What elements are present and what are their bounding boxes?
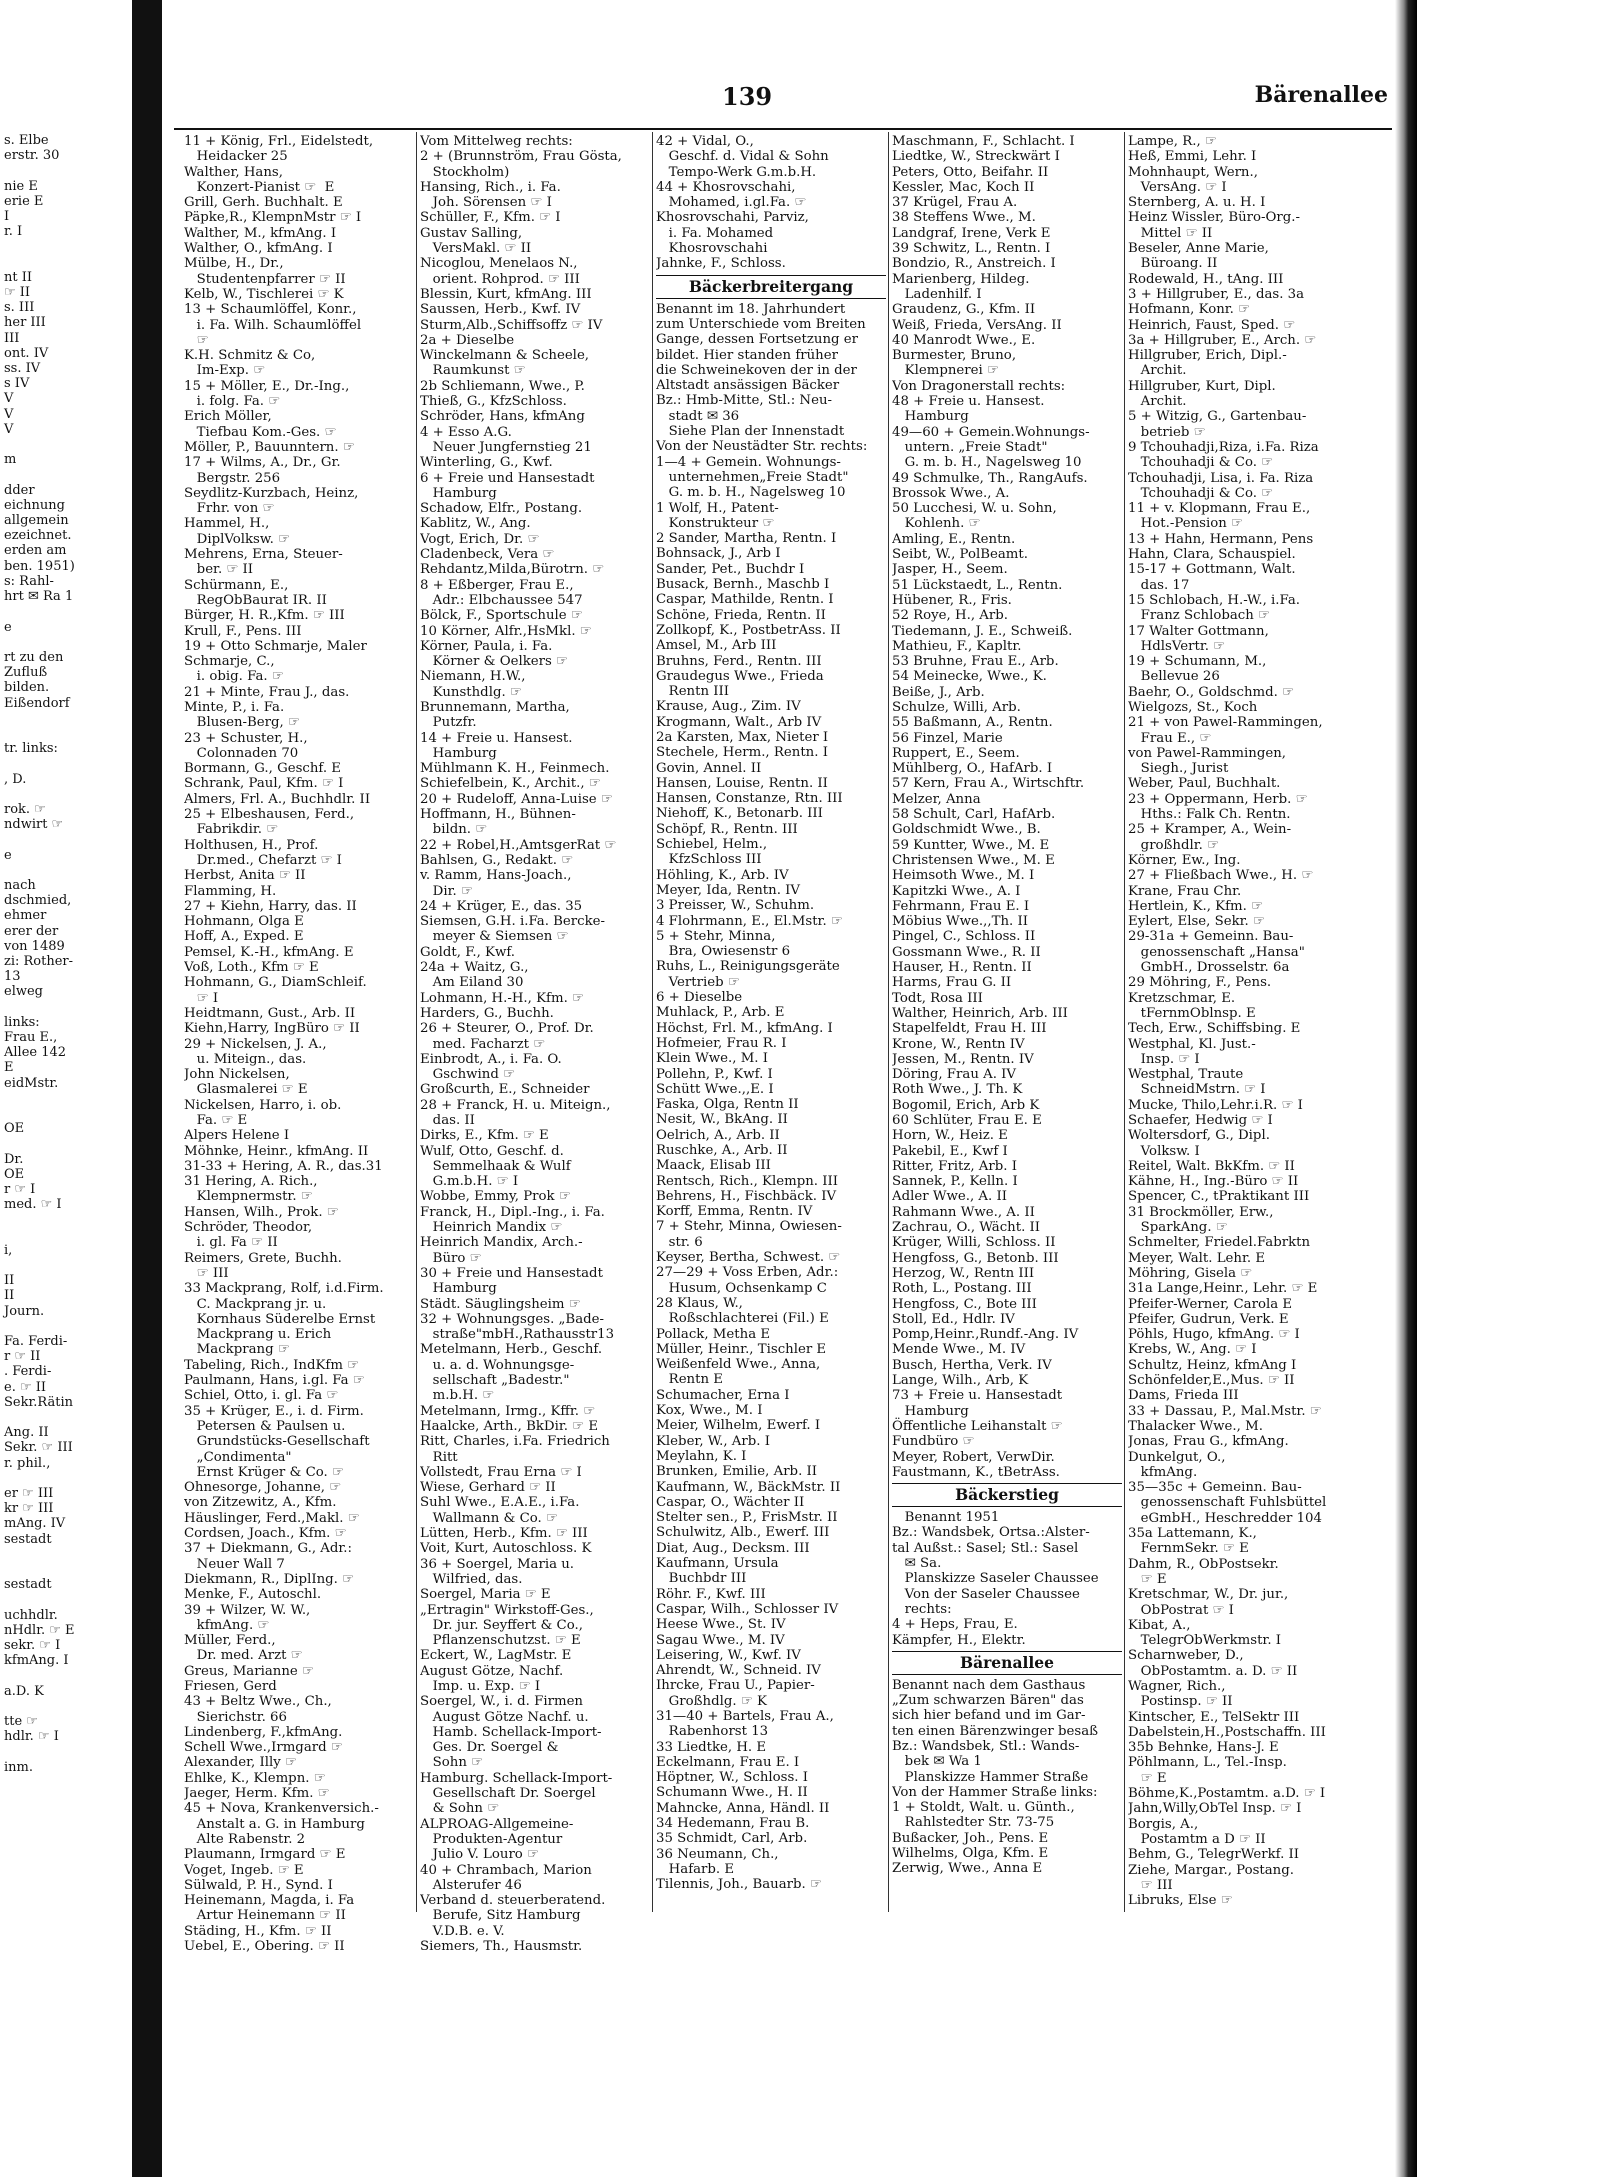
street-heading: Bäckerstieg xyxy=(892,1483,1122,1507)
directory-page xyxy=(162,0,1412,2177)
page-edge-shadow xyxy=(1395,0,1417,2177)
book-gutter xyxy=(132,0,162,2177)
page-header xyxy=(162,82,1412,112)
header-rule xyxy=(174,128,1392,130)
column-1: 11 + König, Frl., Eidelstedt, Heidacker 25 Walther, Hans, Konzert-Pianist ☞ E Grill, Gerh. Buchhalt. E Päpke,R., KlempnMstr ☞ I Walther, M., kfmAng. I Walther, O., kfmAng. I Mülbe, H., Dr., Studentenpfarrer ☞ II Kelb, W., Tischlerei ☞ K 13 + Schaumlöffel, Konr., i. Fa. Wilh. Schaumlöffel ☞ K.H. Schmitz & Co, Im-Exp. ☞ 15 + Möller, E., Dr.-Ing., i. folg. Fa. ☞ Erich Möller, Tiefbau Kom.-Ges. ☞ Möller, P., Bauunntern. ☞ 17 + Wilms, A., Dr., Gr. Bergstr. 256 Seydlitz-Kurzbach, Heinz, Frhr. von ☞ Hammel, H., DiplVolksw. ☞ Mehrens, Erna, Steuer- ber. ☞ II Schürmann, E., RegObBaurat IR. II Bürger, H. R.,Kfm. ☞ III Krull, F., Pens. III 19 + Otto Schmarje, Maler Schmarje, C., i. obig. Fa. ☞ 21 + Minte, Frau J., das. Minte, P., i. Fa. Blusen-Berg, ☞ 23 + Schuster, H., Colonnaden 70 Bormann, G., Geschf. E Schrank, Paul, Kfm. ☞ I Almers, Frl. A., Buchhdlr. II 25 + Elbeshausen, Ferd., Fabrikdir. ☞ Holthusen, H., Prof. Dr.med., Chefarzt ☞ I Herbst, Anita ☞ II Flamming, H. 27 + Kiehn, Harry, das. II Hohmann, Olga E Hoff, A., Exped. E Pemsel, K.-H., kfmAng. E Voß, Loth., Kfm ☞ E Hohmann, G., DiamSchleif. ☞ I Heidtmann, Gust., Arb. II Kiehn,Harry, IngBüro ☞ II 29 + Nickelsen, J. A., u. Miteign., das. John Nickelsen, Glasmalerei ☞ E Nickelsen, Harro, i. ob. Fa. ☞ E Alpers Helene I Möhnke, Heinr., kfmAng. II 31-33 + Hering, A. R., das.31 31 Hering, A. Rich., Klempnermstr. ☞ Hansen, Wilh., Prok. ☞ Schröder, Theodor, i. gl. Fa ☞ II Reimers, Grete, Buchh. ☞ III 33 Mackprang, Rolf, i.d.Firm. C. Mackprang jr. u. Kornhaus Süderelbe Ernst Mackprang u. Erich Mackprang ☞ Tabeling, Rich., IndKfm ☞ Paulmann, Hans, i.gl. Fa ☞ Schiel, Otto, i. gl. Fa ☞ 35 + Krüger, E., i. d. Firm. Petersen & Paulsen u. Grundstücks-Gesellschaft „Condimenta" Ernst Krüger & Co. ☞ Ohnesorge, Johanne, ☞ von Zitzewitz, A., Kfm. Häuslinger, Ferd.,Makl. ☞ Cordsen, Joach., Kfm. ☞ 37 + Diekmann, G., Adr.: Neuer Wall 7 Diekmann, R., DiplIng. ☞ Menke, F., Autoschl. 39 + Wilzer, W. W., kfmAng. ☞ Müller, Ferd., Dr. med. Arzt ☞ Greus, Marianne ☞ Friesen, Gerd 43 + Beltz Wwe., Ch., Sierichstr. 66 Lindenberg, F.,kfmAng. Schell Wwe.,Irmgard ☞ Alexander, Illy ☞ Ehlke, K., Klempn. ☞ Jaeger, Herm. Kfm. ☞ 45 + Nova, Krankenversich.- Anstalt a. G. in Hamburg Alte Rabenstr. 2 Plaumann, Irmgard ☞ E Voget, Ingeb. ☞ E Sülwald, P. H., Synd. I Heinemann, Magda, i. Fa Artur Heinemann ☞ II Städing, H., Kfm. ☞ II Uebel, E., Obering. ☞ II xyxy=(184,134,384,1955)
column-divider xyxy=(888,132,889,1912)
previous-page-strip xyxy=(0,0,133,2177)
street-heading: Bärenallee xyxy=(892,1651,1122,1675)
column-5: Lampe, R., ☞ Heß, Emmi, Lehr. I Mohnhaupt, Wern., VersAng. ☞ I Sternberg, A. u. H. I Heinz Wissler, Büro-Org.- Mittel ☞ II Beseler, Anne Marie, Büroang. II Rodewald, H., tAng. III 3 + Hillgruber, E., das. 3a Hofmann, Konr. ☞ Heinrich, Faust, Sped. ☞ 3a + Hillgruber, E., Arch. ☞ Hillgruber, Erich, Dipl.- Archit. Hillgruber, Kurt, Dipl. Archit. 5 + Witzig, G., Gartenbau- betrieb ☞ 9 Tchouhadji,Riza, i.Fa. Riza Tchouhadji & Co. ☞ Tchouhadji, Lisa, i. Fa. Riza Tchouhadji & Co. ☞ 11 + v. Klopmann, Frau E., Hot.-Pension ☞ 13 + Hahn, Hermann, Pens Hahn, Clara, Schauspiel. 15-17 + Gottmann, Walt. das. 17 15 Schlobach, H.-W., i.Fa. Franz Schlobach ☞ 17 Walter Gottmann, HdlsVertr. ☞ 19 + Schumann, M., Bellevue 26 Baehr, O., Goldschmd. ☞ Wielgozs, St., Koch 21 + von Pawel-Rammingen, Frau E., ☞ von Pawel-Rammingen, Siegh., Jurist Weber, Paul, Buchhalt. 23 + Oppermann, Herb. ☞ Hths.: Falk Ch. Rentn. 25 + Kramper, A., Wein- großhdlr. ☞ Körner, Ew., Ing. 27 + Fließbach Wwe., H. ☞ Krane, Frau Chr. Hertlein, K., Kfm. ☞ Eylert, Else, Sekr. ☞ 29-31a + Gemeinn. Bau- genossenschaft „Hansa" GmbH., Drosselstr. 6a 29 Möhring, F., Pens. Kretzschmar, E. tFernmOblnsp. E Tech, Erw., Schiffsbing. E Westphal, Kl. Just.- Insp. ☞ I Westphal, Traute SchneidMstrn. ☞ I Mucke, Thilo,Lehr.i.R. ☞ I Schaefer, Hedwig ☞ I Woltersdorf, G., Dipl. Volksw. I Reitel, Walt. BkKfm. ☞ II Kähne, H., Ing.-Büro ☞ II Spencer, C., tPraktikant III 31 Brockmöller, Erw., SparkAng. ☞ Schmelter, Friedel.Fabrktn Meyer, Walt. Lehr. E Möhring, Gisela ☞ 31a Lange,Heinr., Lehr. ☞ E Pfeifer-Werner, Carola E Pfeifer, Gudrun, Verk. E Pöhls, Hugo, kfmAng. ☞ I Krebs, W., Ang. ☞ I Schultz, Heinz, kfmAng I Schönfelder,E.,Mus. ☞ II Dams, Frieda III 33 + Dassau, P., Mal.Mstr. ☞ Thalacker Wwe., M. Jonas, Frau G., kfmAng. Dunkelgut, O., kfmAng. 35—35c + Gemeinn. Bau- genossenschaft Fuhlsbüttel eGmbH., Heschredder 104 35a Lattemann, K., FernmSekr. ☞ E Dahm, R., ObPostsekr. ☞ E Kretschmar, W., Dr. jur., ObPostrat ☞ I Kibat, A., TelegrObWerkmstr. I Scharnweber, D., ObPostamtm. a. D. ☞ II Wagner, Rich., Postinsp. ☞ II Kintscher, E., TelSektr III Dabelstein,H.,Postschaffn. III 35b Behnke, Hans-J. E Pöhlmann, L., Tel.-Insp. ☞ E Böhme,K.,Postamtm. a.D. ☞ I Jahn,Willy,ObTel Insp. ☞ I Borgis, A., Postamtm a D ☞ II Behm, G., TelegrWerkf. II Ziehe, Margar., Postang. ☞ III Libruks, Else ☞ xyxy=(1128,134,1327,1909)
column-4: Maschmann, F., Schlacht. I Liedtke, W., Streckwärt I Peters, Otto, Beifahr. II Kessler, Mac, Koch II 37 Krügel, Frau A. 38 Steffens Wwe., M. Landgraf, Irene, Verk E 39 Schwitz, L., Rentn. I Bondzio, R., Anstreich. I Marienberg, Hildeg. Ladenhilf. I Graudenz, G., Kfm. II Weiß, Frieda, VersAng. II 40 Manrodt Wwe., E. Burmester, Bruno, Klempnerei ☞ Von Dragonerstall rechts: 48 + Freie u. Hansest. Hamburg 49—60 + Gemein.Wohnungs- untern. „Freie Stadt" G. m. b. H., Nagelsweg 10 49 Schmulke, Th., RangAufs. Brossok Wwe., A. 50 Lucchesi, W. u. Sohn, Kohlenh. ☞ Amling, E., Rentn. Seibt, W., PolBeamt. Jasper, H., Seem. 51 Lückstaedt, L., Rentn. Hübener, R., Fris. 52 Roye, H., Arb. Tiedemann, J. E., Schweiß. Mathieu, F., Kapltr. 53 Bruhne, Frau E., Arb. 54 Meinecke, Wwe., K. Beiße, J., Arb. Schulze, Willi, Arb. 55 Baßmann, A., Rentn. 56 Finzel, Marie Ruppert, E., Seem. Mühlberg, O., HafArb. I 57 Kern, Frau A., Wirtschftr. Melzer, Anna 58 Schult, Carl, HafArb. Goldschmidt Wwe., B. 59 Kuntter, Wwe., M. E Christensen Wwe., M. E Heimsoth Wwe., M. I Kapitzki Wwe., A. I Fehrmann, Frau E. I Möbius Wwe.,,Th. II Pingel, C., Schloss. II Gossmann Wwe., R. II Hauser, H., Rentn. II Harms, Frau G. II Todt, Rosa III Walther, Heinrich, Arb. III Stapelfeldt, Frau H. III Krone, W., Rentn IV Jessen, M., Rentn. IV Döring, Frau A. IV Roth Wwe., J. Th. K Bogomil, Erich, Arb K 60 Schlüter, Frau E. E Horn, W., Heiz. E Pakebil, E., Kwf I Ritter, Fritz, Arb. I Sannek, P., Kelln. I Adler Wwe., A. II Rahmann Wwe., A. II Zachrau, O., Wächt. II Krüger, Willi, Schloss. II Hengfoss, G., Betonb. III Herzog, W., Rentn III Roth, L., Postang. III Hengfoss, C., Bote III Stoll, Ed., Hdlr. IV Pomp,Heinr.,Rundf.-Ang. IV Mende Wwe., M. IV Busch, Hertha, Verk. IV Lange, Wilh., Arb, K 73 + Freie u. Hansestadt Hamburg Öffentliche Leihanstalt ☞ Fundbüro ☞ Meyer, Robert, VerwDir. Faustmann, K., tBetrAss. Bäckerstieg Benannt 1951 Bz.: Wandsbek, Ortsa.:Alster- tal Außst.: Sasel; Stl.: Sasel ✉ Sa. Planskizze Saseler Chaussee Von der Saseler Chaussee rechts: 4 + Heps, Frau, E. Kämpfer, H., Elektr. Bärenallee Benannt nach dem Gasthaus „Zum schwarzen Bären" das sich hier befand und im Gar- ten einen Bärenzwinger besaß Bz.: Wandsbek, Stl.: Wands- bek ✉ Wa 1 Planskizze Hammer Straße Von der Hammer Straße links: 1 + Stoldt, Walt. u. Günth., Rahlstedter Str. 73-75 Bußacker, Joh., Pens. E Wilhelms, Olga, Kfm. E Zerwig, Wwe., Anna E xyxy=(892,134,1122,1877)
page-number: 139 xyxy=(722,82,773,111)
column-divider xyxy=(652,132,653,1912)
street-heading: Bäckerbreitergang xyxy=(656,275,886,299)
column-2: Vom Mittelweg rechts: 2 + (Brunnström, Frau Gösta, Stockholm) Hansing, Rich., i. Fa. Joh. Sörensen ☞ I Schüller, F., Kfm. ☞ I Gustav Salling, VersMakl. ☞ II Nicoglou, Menelaos N., orient. Rohprod. ☞ III Blessin, Kurt, kfmAng. III Saussen, Herb., Kwf. IV Sturm,Alb.,Schiffsoffz ☞ IV 2a + Dieselbe Winckelmann & Scheele, Raumkunst ☞ 2b Schliemann, Wwe., P. Thieß, G., KfzSchloss. Schröder, Hans, kfmAng 4 + Esso A.G. Neuer Jungfernstieg 21 Winterling, G., Kwf. 6 + Freie und Hansestadt Hamburg Schadow, Elfr., Postang. Kablitz, W., Ang. Vogt, Erich, Dr. ☞ Cladenbeck, Vera ☞ Rehdantz,Milda,Bürotrn. ☞ 8 + Eßberger, Frau E., Adr.: Elbchaussee 547 Bölck, F., Sportschule ☞ 10 Körner, Alfr.,HsMkl. ☞ Körner, Paula, i. Fa. Körner & Oelkers ☞ Niemann, H.W., Kunsthdlg. ☞ Brunnemann, Martha, Putzfr. 14 + Freie u. Hansest. Hamburg Mühlmann K. H., Feinmech. Schiefelbein, K., Archit., ☞ 20 + Rudeloff, Anna-Luise ☞ Hoffmann, H., Bühnen- bildn. ☞ 22 + Robel,H.,AmtsgerRat ☞ Bahlsen, G., Redakt. ☞ v. Ramm, Hans-Joach., Dir. ☞ 24 + Krüger, E., das. 35 Siemsen, G.H. i.Fa. Bercke- meyer & Siemsen ☞ Goldt, F., Kwf. 24a + Waitz, G., Am Eiland 30 Lohmann, H.-H., Kfm. ☞ Harders, G., Buchh. 26 + Steurer, O., Prof. Dr. med. Facharzt ☞ Einbrodt, A., i. Fa. O. Gschwind ☞ Großcurth, E., Schneider 28 + Franck, H. u. Miteign., das. II Dirks, E., Kfm. ☞ E Wulf, Otto, Geschf. d. Semmelhaak & Wulf G.m.b.H. ☞ I Wobbe, Emmy, Prok ☞ Franck, H., Dipl.-Ing., i. Fa. Heinrich Mandix ☞ Heinrich Mandix, Arch.- Büro ☞ 30 + Freie und Hansestadt Hamburg Städt. Säuglingsheim ☞ 32 + Wohnungsges. „Bade- straße"mbH.,Rathausstr13 Metelmann, Herb., Geschf. u. a. d. Wohnungsge- sellschaft „Badestr." m.b.H. ☞ Metelmann, Irmg., Kffr. ☞ Haalcke, Arth., BkDir. ☞ E Ritt, Charles, i.Fa. Friedrich Ritt Vollstedt, Frau Erna ☞ I Wiese, Gerhard ☞ II Suhl Wwe., E.A.E., i.Fa. Wallmann & Co. ☞ Lütten, Herb., Kfm. ☞ III Voit, Kurt, Autoschloss. K 36 + Soergel, Maria u. Wilfried, das. Soergel, Maria ☞ E „Ertragin" Wirkstoff-Ges., Dr. jur. Seyffert & Co., Pflanzenschutzst. ☞ E Eckert, W., LagMstr. E August Götze, Nachf. Imp. u. Exp. ☞ I Soergel, W., i. d. Firmen August Götze Nachf. u. Hamb. Schellack-Import- Ges. Dr. Soergel & Sohn ☞ Hamburg. Schellack-Import- Gesellschaft Dr. Soergel & Sohn ☞ ALPROAG-Allgemeine- Produkten-Agentur Julio V. Louro ☞ 40 + Chrambach, Marion Alsterufer 46 Verband d. steuerberatend. Berufe, Sitz Hamburg V.D.B. e. V. Siemers, Th., Hausmstr. xyxy=(420,134,622,1955)
column-divider xyxy=(1124,132,1125,1912)
running-head: Bärenallee xyxy=(1254,82,1388,108)
previous-page-text: s. Elbe erstr. 30 nie E erie E I r. I nt II ☞ II s. III her III III ont. IV ss. IV s IV V V V m dder eichnung allgemein ezeichnet. erden am ben. 1951) s: Rahl- hrt ✉ Ra 1 e rt zu den Zufluß bilden. Eißendorf tr. links: , D. rok. ☞ ndwirt ☞ e nach dschmied, ehmer erer der von 1489 zi: Rother- 13 elweg links: Frau E., Allee 142 E eidMstr. OE Dr. OE r ☞ I med. ☞ I i, II II Journ. Fa. Ferdi- r ☞ II . Ferdi- e. ☞ II Sekr.Rätin Ang. II Sekr. ☞ III r. phil., er ☞ III kr ☞ III mAng. IV sestadt sestadt uchhdlr. nHdlr. ☞ E sekr. ☞ I kfmAng. I a.D. K tte ☞ hdlr. ☞ I inm. xyxy=(4,133,75,1775)
column-divider xyxy=(416,132,417,1912)
column-3: 42 + Vidal, O., Geschf. d. Vidal & Sohn Tempo-Werk G.m.b.H. 44 + Khosrovschahi, Mohamed, i.gl.Fa. ☞ Khosrovschahi, Parviz, i. Fa. Mohamed Khosrovschahi Jahnke, F., Schloss. Bäckerbreitergang Benannt im 18. Jahrhundert zum Unterschiede vom Breiten Gange, dessen Fortsetzung er bildet. Hier standen früher die Schweinekoven der in der Altstadt ansässigen Bäcker Bz.: Hmb-Mitte, Stl.: Neu- stadt ✉ 36 Siehe Plan der Innenstadt Von der Neustädter Str. rechts: 1—4 + Gemein. Wohnungs- unternehmen„Freie Stadt" G. m. b. H., Nagelsweg 10 1 Wolf, H., Patent- Konstrukteur ☞ 2 Sander, Martha, Rentn. I Bohnsack, J., Arb I Sander, Pet., Buchdr I Busack, Bernh., Maschb I Caspar, Mathilde, Rentn. I Schöne, Frieda, Rentn. II Zollkopf, K., PostbetrAss. II Amsel, M., Arb III Bruhns, Ferd., Rentn. III Graudegus Wwe., Frieda Rentn III Krause, Aug., Zim. IV Krogmann, Walt., Arb IV 2a Karsten, Max, Nieter I Stechele, Herm., Rentn. I Govin, Annel. II Hansen, Louise, Rentn. II Hansen, Constanze, Rtn. III Niehoff, K., Betonarb. III Schöpf, R., Rentn. III Schiebel, Helm., KfzSchloss III Höhling, K., Arb. IV Meyer, Ida, Rentn. IV 3 Preisser, W., Schuhm. 4 Flohrmann, E., El.Mstr. ☞ 5 + Stehr, Minna, Bra, Owiesenstr 6 Ruhs, L., Reinigungsgeräte Vertrieb ☞ 6 + Dieselbe Muhlack, P., Arb. E Höchst, Frl. M., kfmAng. I Hofmeier, Frau R. I Klein Wwe., M. I Pollehn, P., Kwf. I Schütt Wwe.,,E. I Faska, Olga, Rentn II Nesit, W., BkAng. II Oelrich, A., Arb. II Ruschke, A., Arb. II Maack, Elisab III Rentsch, Rich., Klempn. III Behrens, H., Fischbäck. IV Korff, Emma, Rentn. IV 7 + Stehr, Minna, Owiesen- str. 6 Keyser, Bertha, Schwest. ☞ 27—29 + Voss Erben, Adr.: Husum, Ochsenkamp C 28 Klaus, W., Roßschlachterei (Fil.) E Pollack, Metha E Müller, Heinr., Tischler E Weißenfeld Wwe., Anna, Rentn E Schumacher, Erna I Kox, Wwe., M. I Meier, Wilhelm, Ewerf. I Kleber, W., Arb. I Meylahn, K. I Brunken, Emilie, Arb. II Kaufmann, W., BäckMstr. II Caspar, O., Wächter II Stelter sen., P., FrisMstr. II Schulwitz, Alb., Ewerf. III Diat, Aug., Decksm. III Kaufmann, Ursula Buchbdr III Röhr. F., Kwf. III Caspar, Wilh., Schlosser IV Heese Wwe., St. IV Sagau Wwe., M. IV Leisering, W., Kwf. IV Ahrendt, W., Schneid. IV Ihrcke, Frau U., Papier- Großhdlg. ☞ K 31—40 + Bartels, Frau A., Rabenhorst 13 33 Liedtke, H. E Eckelmann, Frau E. I Höptner, W., Schloss. I Schumann Wwe., H. II Mahncke, Anna, Händl. II 34 Hedemann, Frau B. 35 Schmidt, Carl, Arb. 36 Neumann, Ch., Hafarb. E Tilennis, Joh., Bauarb. ☞ xyxy=(656,134,886,1893)
